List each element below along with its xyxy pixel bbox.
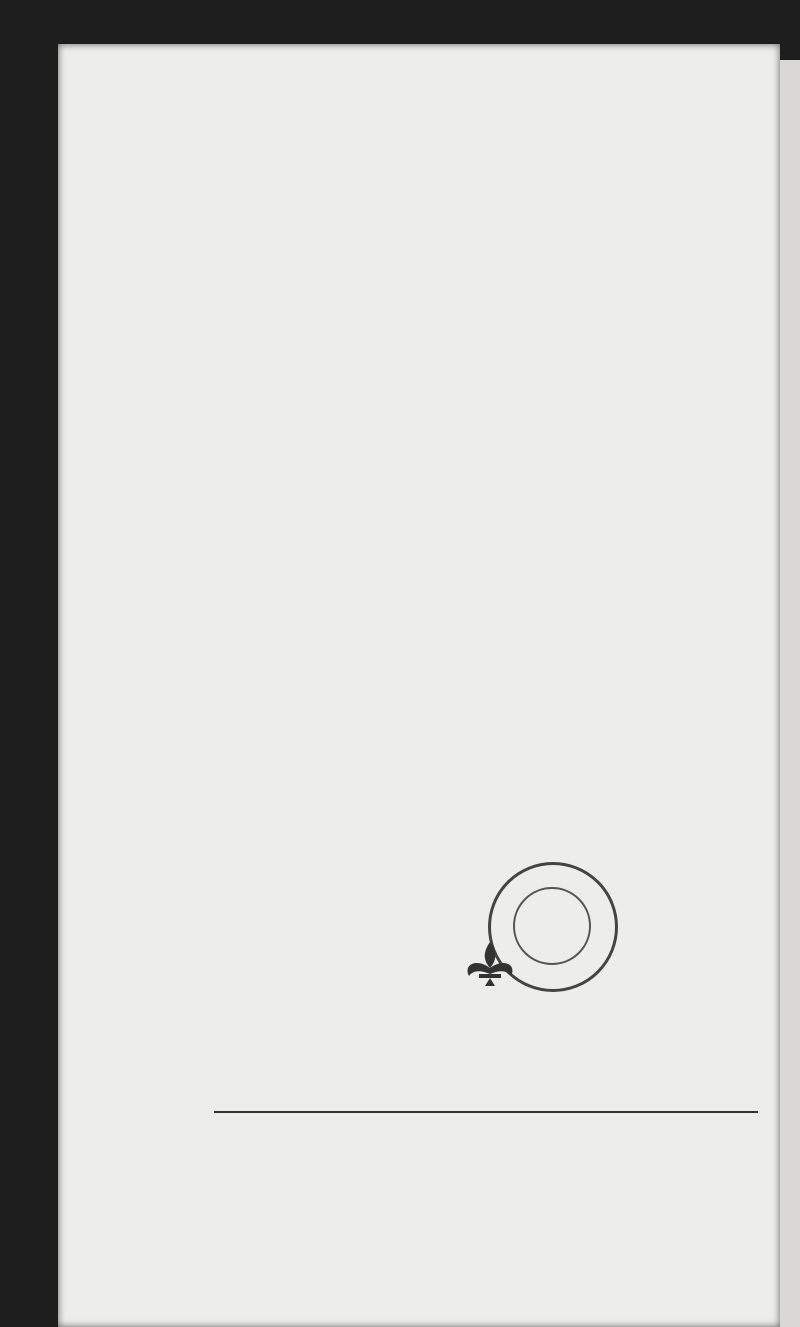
book-page bbox=[58, 44, 780, 1327]
next-page-edge bbox=[780, 60, 800, 1327]
footer-rule bbox=[214, 1111, 758, 1113]
fleur-de-lis-ornament-icon bbox=[455, 938, 525, 988]
